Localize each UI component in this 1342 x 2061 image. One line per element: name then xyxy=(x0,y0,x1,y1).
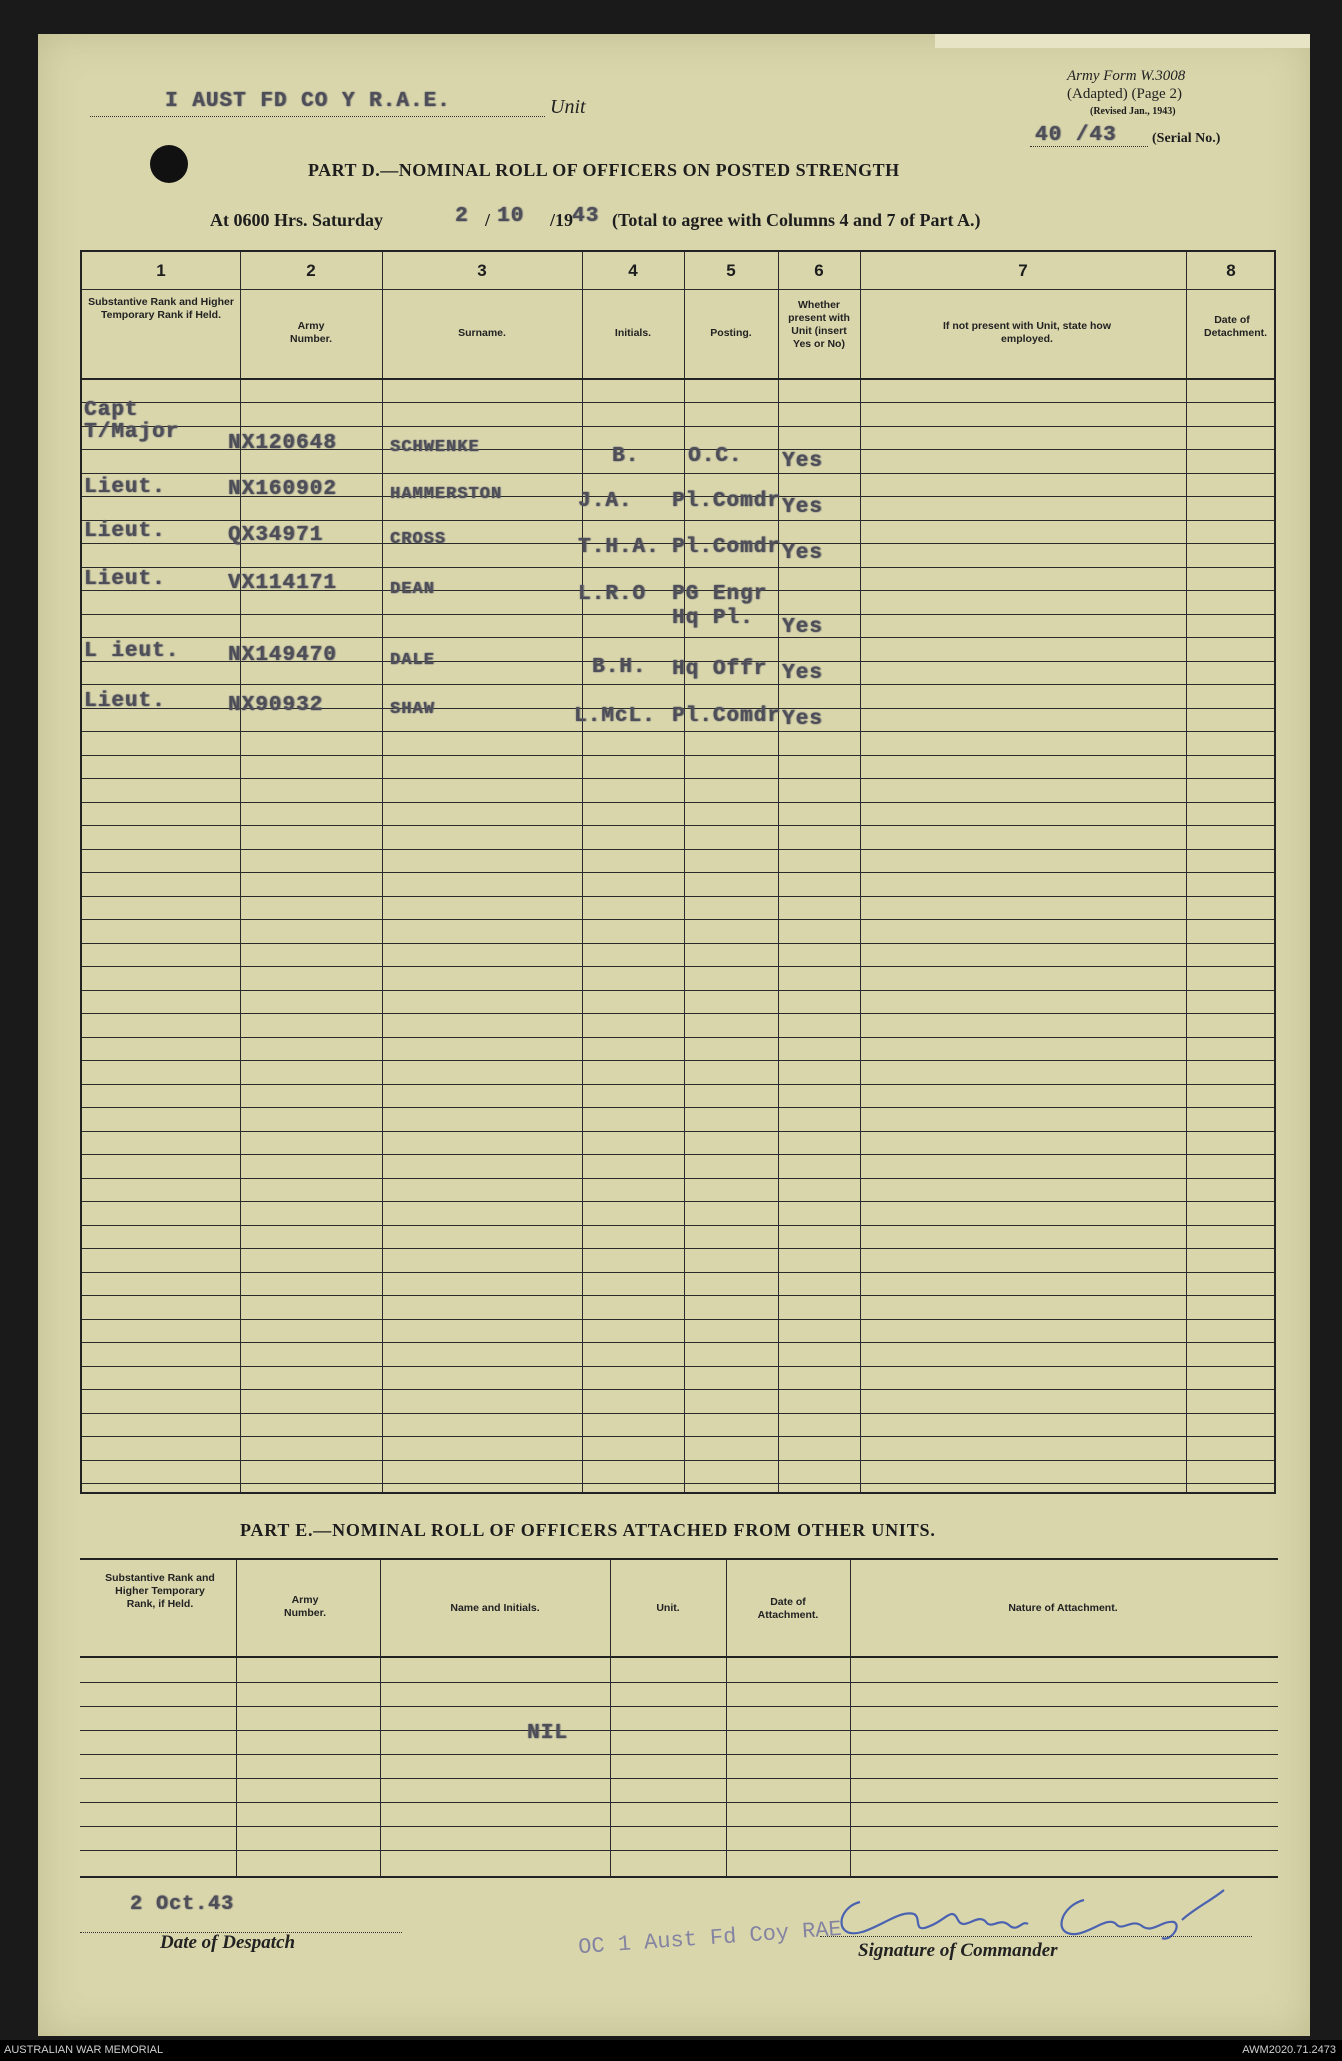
row6-rank: Lieut. xyxy=(84,690,166,713)
row3-posting: Pl.Comdr xyxy=(672,536,781,559)
row4-rank: Lieut. xyxy=(84,568,166,591)
ruled-line xyxy=(82,1060,1274,1061)
header-divider xyxy=(82,378,1274,380)
col-header-initials: Initials. xyxy=(614,327,652,339)
ruled-line xyxy=(82,1272,1274,1273)
row6-initials: L.McL. xyxy=(574,705,656,728)
ruled-line xyxy=(80,1682,1278,1683)
col-number-2: 2 xyxy=(306,261,316,280)
col-number-6: 6 xyxy=(814,261,824,280)
numbers-divider xyxy=(82,289,1274,290)
row2-rank: Lieut. xyxy=(84,476,166,499)
ruled-line xyxy=(82,1342,1274,1343)
unit-label: Unit xyxy=(550,96,586,118)
ruled-line xyxy=(80,1706,1278,1707)
col-divider xyxy=(726,1560,727,1876)
form-id-line1: Army Form W.3008 xyxy=(1067,68,1186,84)
col-number-3: 3 xyxy=(477,261,487,280)
row2-number: NX160902 xyxy=(228,478,337,501)
col-number-1: 1 xyxy=(156,261,166,280)
header-divider xyxy=(80,1656,1278,1658)
paper-edge xyxy=(935,34,1310,48)
form-id-line2: (Adapted) (Page 2) xyxy=(1067,86,1182,102)
ruled-line xyxy=(82,520,1274,521)
despatch-value: 2 Oct.43 xyxy=(130,1893,235,1916)
form-id-line3: (Revised Jan., 1943) xyxy=(1090,106,1176,117)
row3-number: QX34971 xyxy=(228,524,324,547)
ruled-line xyxy=(80,1850,1278,1851)
ruled-line xyxy=(82,802,1274,803)
row1-number: NX120648 xyxy=(228,432,337,455)
unit-underline xyxy=(90,116,545,117)
e-col-header-army-number: Army Number. xyxy=(283,1594,326,1619)
punch-hole xyxy=(150,145,188,183)
signature-label: Signature of Commander xyxy=(858,1940,1058,1961)
row1-initials: B. xyxy=(612,445,640,468)
ruled-line xyxy=(82,473,1274,474)
row4-surname: DEAN xyxy=(390,580,435,599)
col-number-4: 4 xyxy=(628,261,638,280)
archive-reference: AWM2020.71.2473 xyxy=(1242,2044,1336,2056)
col-header-surname: Surname. xyxy=(458,327,506,339)
ruled-line xyxy=(82,1483,1274,1484)
ruled-line xyxy=(82,755,1274,756)
ruled-line xyxy=(82,1460,1274,1461)
row6-present: Yes xyxy=(782,708,823,731)
ruled-line xyxy=(82,1389,1274,1390)
ruled-line xyxy=(80,1730,1278,1731)
row1-posting: O.C. xyxy=(688,445,743,468)
row5-posting: Hq Offr xyxy=(672,658,768,681)
row6-posting: Pl.Comdr xyxy=(672,705,781,728)
ruled-line xyxy=(82,1295,1274,1296)
col-header-rank: Substantive Rank and Higher Temporary Rank if Held. xyxy=(88,296,234,321)
row4-posting: PG Engr Hq Pl. xyxy=(672,583,768,630)
row3-initials: T.H.A. xyxy=(578,536,660,559)
ruled-line xyxy=(82,426,1274,427)
col-header-posting: Posting. xyxy=(710,327,752,339)
date-month: 10 xyxy=(497,205,525,228)
col-header-army-number: Army Number. xyxy=(289,320,332,345)
row5-surname: DALE xyxy=(390,651,435,670)
row1-surname: SCHWENKE xyxy=(390,438,480,457)
ruled-line xyxy=(82,825,1274,826)
ruled-line xyxy=(82,1084,1274,1085)
ruled-line xyxy=(82,1131,1274,1132)
archive-bar xyxy=(0,2040,1342,2061)
ruled-line xyxy=(82,1013,1274,1014)
ruled-line xyxy=(82,778,1274,779)
col-header-present: Whether present with Unit (insert Yes or No) xyxy=(788,299,850,350)
ruled-line xyxy=(82,1248,1274,1249)
serial-label: (Serial No.) xyxy=(1152,131,1221,146)
at-line-suffix: (Total to agree with Columns 4 and 7 of Part A.) xyxy=(612,210,981,230)
row2-initials: J.A. xyxy=(578,490,633,513)
serial-underline xyxy=(1030,146,1148,147)
ruled-line xyxy=(82,1436,1274,1437)
serial-value: 40 /43 xyxy=(1035,124,1117,147)
e-col-header-rank: Substantive Rank and Higher Temporary Rank, if Held. xyxy=(105,1572,215,1610)
row6-number: NX90932 xyxy=(228,694,324,717)
ruled-line xyxy=(82,1366,1274,1367)
ruled-line xyxy=(82,1413,1274,1414)
ruled-line xyxy=(82,1178,1274,1179)
ruled-line xyxy=(82,919,1274,920)
e-col-header-unit: Unit. xyxy=(656,1602,680,1614)
despatch-label: Date of Despatch xyxy=(160,1932,296,1953)
ruled-line xyxy=(82,1225,1274,1226)
part-d-title: PART D.—NOMINAL ROLL OF OFFICERS ON POSTED STRENGTH xyxy=(308,160,900,180)
signature-underline xyxy=(820,1936,1252,1937)
row5-initials: B.H. xyxy=(592,656,647,679)
archive-name: AUSTRALIAN WAR MEMORIAL xyxy=(4,2044,164,2056)
ruled-line xyxy=(82,637,1274,638)
ruled-line xyxy=(82,1037,1274,1038)
ruled-line xyxy=(82,872,1274,873)
row5-rank: L ieut. xyxy=(84,640,180,663)
row1-rank: Capt T/Major xyxy=(84,399,180,444)
ruled-line xyxy=(82,1107,1274,1108)
row2-present: Yes xyxy=(782,496,823,519)
e-col-header-date: Date of Attachment. xyxy=(757,1596,819,1621)
ruled-line xyxy=(82,731,1274,732)
ruled-line xyxy=(82,1201,1274,1202)
col-number-5: 5 xyxy=(726,261,736,280)
col-number-8: 8 xyxy=(1226,261,1236,280)
ruled-line xyxy=(82,849,1274,850)
row4-present: Yes xyxy=(782,616,823,639)
date-slash: / xyxy=(485,210,491,230)
nil-entry: NIL xyxy=(527,1722,568,1745)
unit-value: I AUST FD CO Y R.A.E. xyxy=(165,90,451,113)
e-col-header-nature: Nature of Attachment. xyxy=(1008,1602,1118,1614)
ruled-line xyxy=(82,943,1274,944)
ruled-line xyxy=(82,966,1274,967)
row1-present: Yes xyxy=(782,450,823,473)
row5-number: NX149470 xyxy=(228,644,337,667)
row2-surname: HAMMERSTON xyxy=(390,485,503,504)
row4-number: VX114171 xyxy=(228,572,337,595)
date-day: 2 xyxy=(455,205,469,228)
ruled-line xyxy=(82,684,1274,685)
row4-initials: L.R.O xyxy=(578,583,647,606)
row2-posting: Pl.Comdr xyxy=(672,490,781,513)
ruled-line xyxy=(82,402,1274,403)
ruled-line xyxy=(82,567,1274,568)
commander-stamp: OC 1 Aust Fd Coy RAE xyxy=(577,1916,843,1961)
ruled-line xyxy=(80,1826,1278,1827)
date-year-suffix: 43 xyxy=(572,205,600,228)
at-line-prefix: At 0600 Hrs. Saturday xyxy=(210,210,384,230)
ruled-line xyxy=(82,1154,1274,1155)
date-year-prefix: /19 xyxy=(550,210,574,230)
ruled-line xyxy=(80,1802,1278,1803)
ruled-line xyxy=(82,990,1274,991)
ruled-line xyxy=(80,1778,1278,1779)
ruled-line xyxy=(82,896,1274,897)
row6-surname: SHAW xyxy=(390,700,435,719)
row5-present: Yes xyxy=(782,662,823,685)
part-e-table xyxy=(80,1558,1278,1878)
col-header-detachment: Date of Detachment. xyxy=(1204,314,1268,339)
col-divider xyxy=(236,1560,237,1876)
ruled-line xyxy=(80,1754,1278,1755)
row3-present: Yes xyxy=(782,542,823,565)
ruled-line xyxy=(82,1319,1274,1320)
e-col-header-name: Name and Initials. xyxy=(450,1602,540,1614)
col-number-7: 7 xyxy=(1018,261,1028,280)
part-e-title: PART E.—NOMINAL ROLL OF OFFICERS ATTACHED FROM OTHER UNITS. xyxy=(240,1520,936,1540)
row3-rank: Lieut. xyxy=(84,520,166,543)
col-header-employed: If not present with Unit, state how employed. xyxy=(943,320,1111,345)
row3-surname: CROSS xyxy=(390,530,447,549)
